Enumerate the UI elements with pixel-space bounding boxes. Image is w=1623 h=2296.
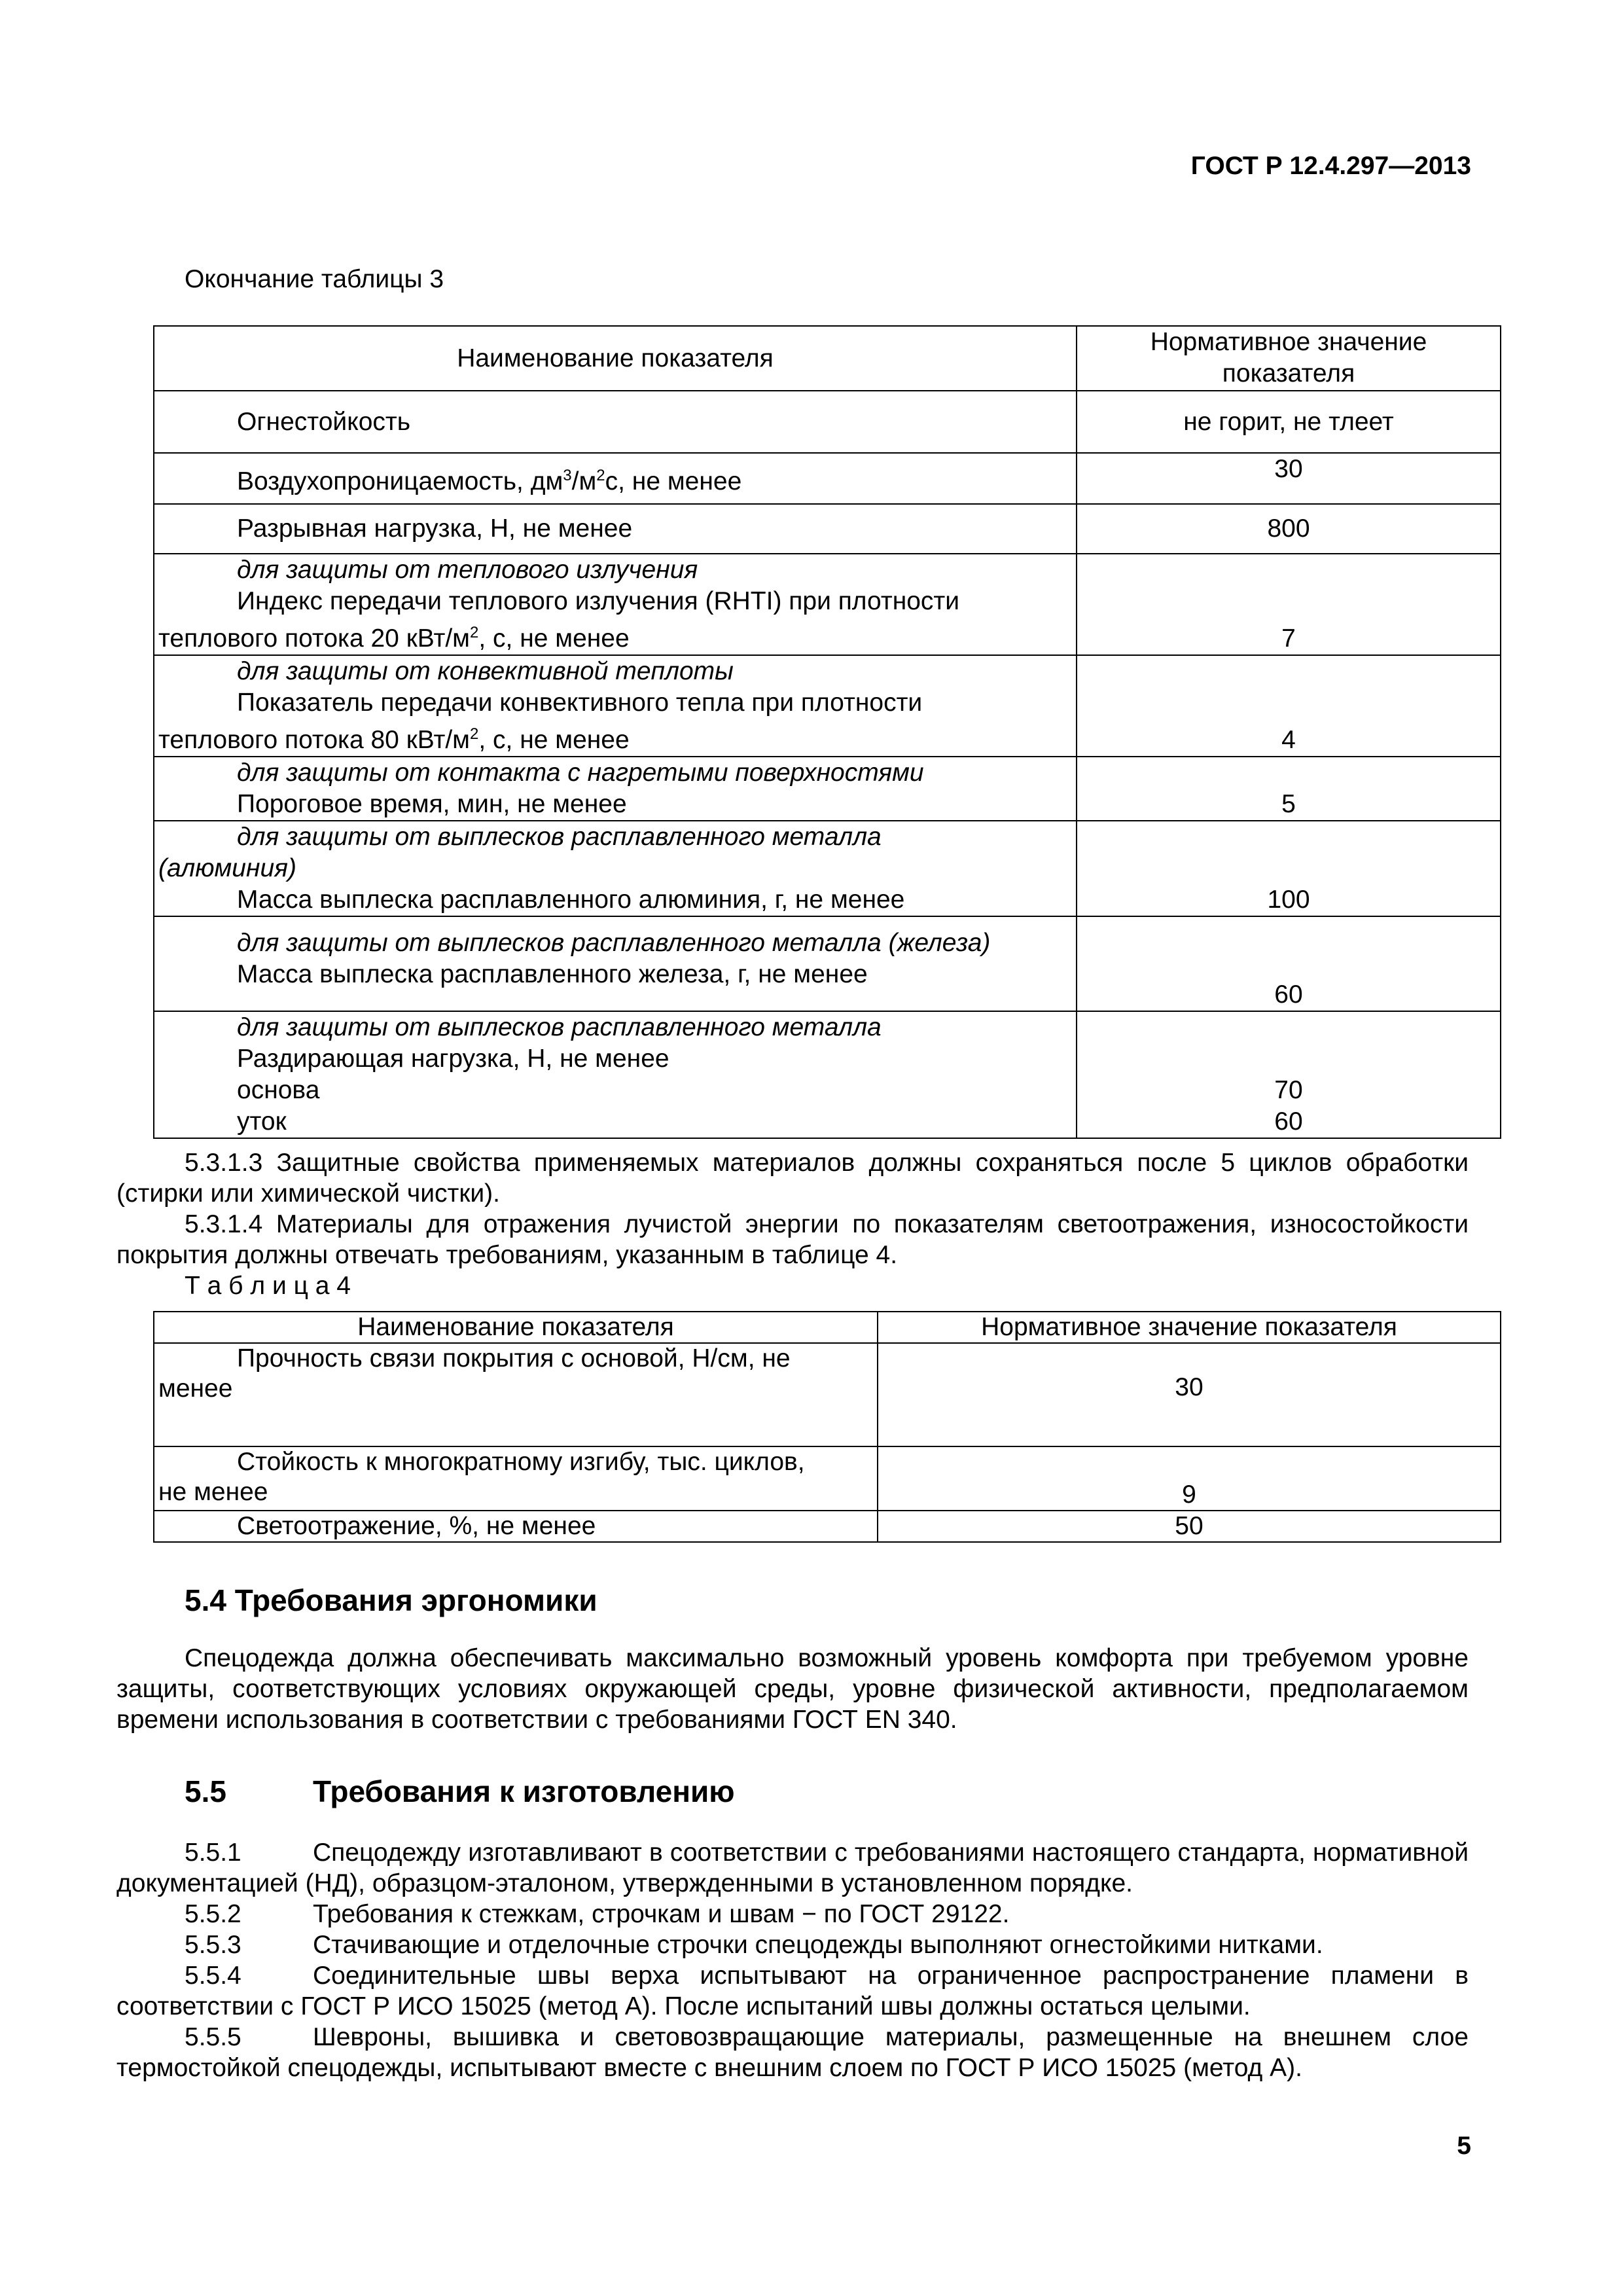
row-name <box>154 916 1077 1011</box>
paragraph-5-5-2 <box>116 1899 1469 1929</box>
row-name-part: /м <box>571 467 597 495</box>
row-name-line: уток <box>237 1107 287 1136</box>
row-value: 9 <box>878 1446 1501 1511</box>
column-header-value-line1: Нормативное значение <box>1150 328 1427 356</box>
row-value <box>1077 1011 1501 1138</box>
row-name-part: Воздухопроницаемость, дм <box>237 467 563 495</box>
row-group-label: для защиты от теплового излучения <box>237 556 698 584</box>
paragraph-5-3-1-4: 5.3.1.4 Материалы для отражения лучистой энергии по показателям светоотражения, износостойкости покрытия должны отвечать требованиям, указанным в таблице 4. <box>116 1210 1469 1269</box>
row-name <box>154 554 1077 655</box>
table-row <box>154 757 1501 821</box>
row-name-part: , с, не менее <box>478 726 630 754</box>
page-number: 5 <box>1457 2132 1471 2160</box>
paragraph-5-3-1-3: 5.3.1.3 Защитные свойства применяемых материалов должны сохраняться после 5 циклов обработки (стирки или химической чистки). <box>116 1149 1469 1208</box>
row-name-line: Прочность связи покрытия с основой, Н/см, не <box>237 1344 791 1372</box>
row-value: не горит, не тлеет <box>1077 391 1501 453</box>
section-number: 5.5 <box>185 1774 226 1808</box>
row-name-line: Раздирающая нагрузка, Н, не менее <box>237 1045 669 1073</box>
table-row <box>154 655 1501 757</box>
row-value-line: 60 <box>1274 1107 1303 1136</box>
row-name-part: теплового потока 80 кВт/м <box>158 726 470 754</box>
superscript: 2 <box>470 624 479 641</box>
row-name-line <box>158 617 1072 655</box>
table-3 <box>153 325 1501 1139</box>
table-row <box>154 1343 1501 1446</box>
row-name <box>154 757 1077 821</box>
row-name <box>154 453 1077 504</box>
item-text: Соединительные швы верха испытывают на ограниченное распространение пламени в соответствии с ГОСТ Р ИСО 15025 (метод А). После испытаний швы должны остаться целыми. <box>116 1962 1469 2020</box>
section-5-5-heading <box>185 1774 735 1809</box>
table-header-row <box>154 326 1501 391</box>
table-row <box>154 1446 1501 1511</box>
item-number: 5.5.4 <box>185 1962 241 1990</box>
row-name-line: Масса выплеска расплавленного алюминия, г, не менее <box>237 886 905 914</box>
paragraph-5-5-1 <box>116 1837 1469 1899</box>
table4-caption: Т а б л и ц а 4 <box>185 1272 351 1300</box>
paragraphs-5-3-1 <box>116 1147 1469 1301</box>
row-name <box>154 655 1077 757</box>
column-header-value <box>1077 326 1501 391</box>
row-value: 30 <box>1077 453 1501 504</box>
row-value: 5 <box>1077 757 1501 821</box>
item-number: 5.5.2 <box>185 1900 241 1928</box>
row-group-label: для защиты от выплесков расплавленного металла (железа) <box>237 929 991 957</box>
row-group-label: для защиты от выплесков расплавленного металла <box>237 1013 882 1041</box>
row-name-line: менее <box>158 1374 233 1403</box>
section-5-4-heading: 5.4 Требования эргономики <box>185 1583 597 1617</box>
superscript: 2 <box>596 466 605 484</box>
row-name: Разрывная нагрузка, Н, не менее <box>154 504 1077 554</box>
row-value: 60 <box>1077 916 1501 1011</box>
row-name-line: не менее <box>158 1478 268 1506</box>
row-name-part: теплового потока 20 кВт/м <box>158 624 470 653</box>
table-row <box>154 1011 1501 1138</box>
table-row <box>154 916 1501 1011</box>
column-header-value-line2: показателя <box>1222 359 1355 387</box>
table-row <box>154 821 1501 916</box>
row-group-label-cont: (алюминия) <box>158 854 296 882</box>
row-value: 800 <box>1077 504 1501 554</box>
row-value-line: 70 <box>1274 1076 1303 1104</box>
item-number: 5.5.5 <box>185 2023 241 2051</box>
paragraph-5-5-3 <box>116 1929 1469 1960</box>
paragraph-5-5-4 <box>116 1960 1469 2022</box>
column-header-name: Наименование показателя <box>154 1312 878 1343</box>
row-value: 4 <box>1077 655 1501 757</box>
item-text: Требования к стежкам, строчкам и швам − по ГОСТ 29122. <box>313 1900 1010 1928</box>
item-text: Спецодежду изготавливают в соответствии с требованиями настоящего стандарта, нормативной документацией (НД), образцом-эталоном, утвержденными в установленном порядке. <box>116 1839 1469 1897</box>
row-value: 100 <box>1077 821 1501 916</box>
table-row <box>154 554 1501 655</box>
row-name-line: Стойкость к многократному изгибу, тыс. циклов, <box>237 1448 805 1476</box>
row-name: Огнестойкость <box>154 391 1077 453</box>
item-number: 5.5.1 <box>185 1839 241 1867</box>
row-value: 50 <box>878 1511 1501 1542</box>
paragraph-ergonomics: Спецодежда должна обеспечивать максимально возможный уровень комфорта при требуемом уровне защиты, соответствующих условиях окружающей среды, уровне физической активности, предполагаемом времени использования в соответствии с требованиями ГОСТ EN 340. <box>116 1644 1469 1734</box>
section-5-4-body <box>116 1643 1469 1735</box>
row-name-line: Пороговое время, мин, не менее <box>237 790 627 818</box>
item-number: 5.5.3 <box>185 1931 241 1959</box>
row-name-line: Масса выплеска расплавленного железа, г, не менее <box>237 960 868 988</box>
section-title: Требования к изготовлению <box>313 1774 735 1808</box>
table-row <box>154 453 1501 504</box>
table3-caption: Окончание таблицы 3 <box>185 265 444 293</box>
column-header-name: Наименование показателя <box>154 326 1077 391</box>
row-name-line: Индекс передачи теплового излучения (RHTI) при плотности <box>237 587 960 615</box>
row-name <box>154 1446 878 1511</box>
superscript: 2 <box>470 725 479 743</box>
row-group-label: для защиты от контакта с нагретыми поверхностями <box>237 759 924 787</box>
section-5-5-body <box>116 1837 1469 2083</box>
row-group-label: для защиты от конвективной теплоты <box>237 657 734 685</box>
table-header-row <box>154 1312 1501 1343</box>
row-name-line <box>158 719 1072 756</box>
document-code: ГОСТ Р 12.4.297—2013 <box>1190 152 1471 180</box>
row-name-part: с, не менее <box>605 467 742 495</box>
item-text: Шевроны, вышивка и световозвращающие материалы, размещенные на внешнем слое термостойкой спецодежды, испытывают вместе с внешним слоем по ГОСТ Р ИСО 15025 (метод А). <box>116 2023 1469 2082</box>
table-row <box>154 1511 1501 1542</box>
row-name <box>154 1343 878 1446</box>
row-name: Светоотражение, %, не менее <box>154 1511 878 1542</box>
table-row <box>154 504 1501 554</box>
row-name <box>154 821 1077 916</box>
table-4 <box>153 1311 1501 1543</box>
row-name-line: основа <box>237 1076 320 1104</box>
row-name <box>154 1011 1077 1138</box>
row-name-part: , с, не менее <box>478 624 630 653</box>
paragraph-5-5-5 <box>116 2022 1469 2083</box>
row-value: 7 <box>1077 554 1501 655</box>
column-header-value: Нормативное значение показателя <box>878 1312 1501 1343</box>
table-row <box>154 391 1501 453</box>
row-group-label: для защиты от выплесков расплавленного металла <box>237 823 882 851</box>
row-name-line: Показатель передачи конвективного тепла при плотности <box>237 689 923 717</box>
item-text: Стачивающие и отделочные строчки спецодежды выполняют огнестойкими нитками. <box>313 1931 1323 1959</box>
row-value: 30 <box>878 1343 1501 1446</box>
superscript: 3 <box>563 466 572 484</box>
